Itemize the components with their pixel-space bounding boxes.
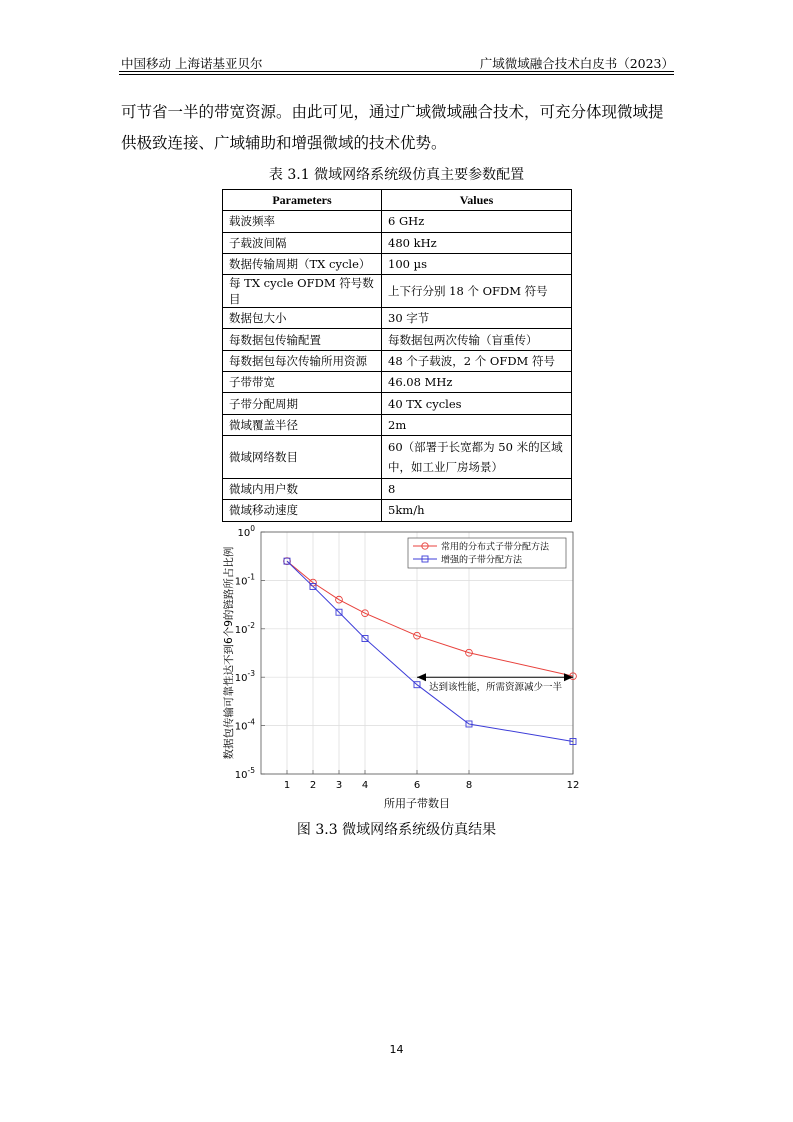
parameter-value-cell: 40 TX cycles <box>382 393 572 414</box>
table-header-cell: Values <box>382 190 572 211</box>
table-row <box>223 211 572 232</box>
annotation-arrowhead-left <box>417 673 426 681</box>
table-row <box>223 350 572 371</box>
x-axis-label: 所用子带数目 <box>384 797 450 810</box>
parameter-name-cell: 微域内用户数 <box>223 478 382 499</box>
figure-caption: 图 3.3 微域网络系统级仿真结果 <box>296 822 497 838</box>
intro-line: 可节省一半的带宽资源。由此可见，通过广域微域融合技术，可充分体现微域提 <box>121 103 664 121</box>
parameter-name-cell: 子载波间隔 <box>223 232 382 253</box>
parameter-name-cell: 载波频率 <box>223 211 382 232</box>
parameter-value-cell: 8 <box>382 478 572 499</box>
parameter-value-cell: 46.08 MHz <box>382 372 572 393</box>
parameter-value-cell: 480 kHz <box>382 232 572 253</box>
header-rule-bottom <box>119 74 674 75</box>
x-tick-label: 2 <box>309 780 317 791</box>
parameter-name-cell: 微域覆盖半径 <box>223 414 382 435</box>
header-left: 中国移动 上海诺基亚贝尔 <box>121 56 263 71</box>
table-row <box>223 393 572 414</box>
page-number: 14 <box>389 1043 404 1056</box>
y-axis-label: 数据包传输可靠性达不到6个9的链路所占比例 <box>223 546 235 760</box>
table-row <box>223 435 572 478</box>
parameter-value-cell: 60（部署于长宽都为 50 米的区域中，如工业厂房场景） <box>382 435 572 478</box>
table-header-cell: Parameters <box>223 190 382 211</box>
legend-label: 常用的分布式子带分配方法 <box>441 542 550 553</box>
parameter-name-cell: 每数据包每次传输所用资源 <box>223 350 382 371</box>
y-tick-exponent: -3 <box>247 669 255 679</box>
annotation-arrowhead-right <box>564 673 573 681</box>
parameter-value-cell: 30 字节 <box>382 308 572 329</box>
simulation-chart <box>222 522 582 814</box>
parameter-table <box>222 189 572 522</box>
y-tick-label: $10^{-4}$ <box>234 717 255 733</box>
header-rule-top <box>119 71 674 72</box>
x-tick-label: 12 <box>566 780 580 791</box>
parameter-name-cell: 每数据包传输配置 <box>223 329 382 350</box>
x-tick-label: 1 <box>283 780 291 791</box>
y-tick-label: $10^0$ <box>237 524 255 539</box>
table-row <box>223 500 572 521</box>
parameter-value-cell: 5km/h <box>382 500 572 521</box>
chart-series <box>284 558 577 745</box>
y-tick-exponent: -5 <box>247 766 255 775</box>
parameter-value-cell: 100 µs <box>382 253 572 274</box>
table-row <box>223 275 572 308</box>
parameter-value-cell: 2m <box>382 414 572 435</box>
table-row <box>223 414 572 435</box>
parameter-value-cell: 上下行分别 18 个 OFDM 符号 <box>382 275 572 308</box>
y-tick-exponent: -4 <box>247 717 255 727</box>
y-tick-label: $10^{-2}$ <box>234 620 255 636</box>
table-row <box>223 308 572 329</box>
parameter-name-cell: 数据传输周期（TX cycle） <box>223 253 382 274</box>
table-caption: 表 3.1 微域网络系统级仿真主要参数配置 <box>268 167 525 183</box>
parameter-name-cell: 每 TX cycle OFDM 符号数目 <box>223 275 382 308</box>
chart-annotation <box>417 673 573 693</box>
chart-legend <box>408 538 566 568</box>
x-tick-label: 3 <box>335 780 343 791</box>
y-tick-label: $10^{-3}$ <box>234 669 255 685</box>
x-tick-label: 6 <box>413 780 421 791</box>
parameter-name-cell: 微域移动速度 <box>223 500 382 521</box>
annotation-text: 达到该性能，所需资源减少一半 <box>429 682 563 694</box>
intro-paragraph <box>121 97 677 159</box>
parameter-value-cell: 6 GHz <box>382 211 572 232</box>
table-header-row <box>223 190 572 211</box>
x-tick-label: 4 <box>361 780 369 791</box>
y-tick-label: $10^{-1}$ <box>234 572 255 588</box>
table-row <box>223 329 572 350</box>
series-line <box>287 561 573 741</box>
table-row <box>223 478 572 499</box>
table-row <box>223 232 572 253</box>
y-tick-label: $10^{-5}$ <box>234 766 255 781</box>
parameter-name-cell: 子带分配周期 <box>223 393 382 414</box>
parameter-name-cell: 子带带宽 <box>223 372 382 393</box>
parameter-value-cell: 48 个子载波，2 个 OFDM 符号 <box>382 350 572 371</box>
series-line <box>287 561 573 676</box>
legend-label: 增强的子带分配方法 <box>441 555 523 566</box>
table-row <box>223 253 572 274</box>
parameter-name-cell: 数据包大小 <box>223 308 382 329</box>
parameter-value-cell: 每数据包两次传输（盲重传） <box>382 329 572 350</box>
parameter-name-cell: 微域网络数目 <box>223 435 382 478</box>
header-right: 广域微域融合技术白皮书（2023） <box>479 56 674 71</box>
y-tick-exponent: -2 <box>247 620 255 630</box>
x-tick-label: 8 <box>465 780 473 791</box>
intro-line: 供极致连接、广域辅助和增强微域的技术优势。 <box>121 134 447 152</box>
y-tick-exponent: -1 <box>247 572 255 582</box>
table-row <box>223 372 572 393</box>
y-tick-exponent: 0 <box>250 524 255 533</box>
